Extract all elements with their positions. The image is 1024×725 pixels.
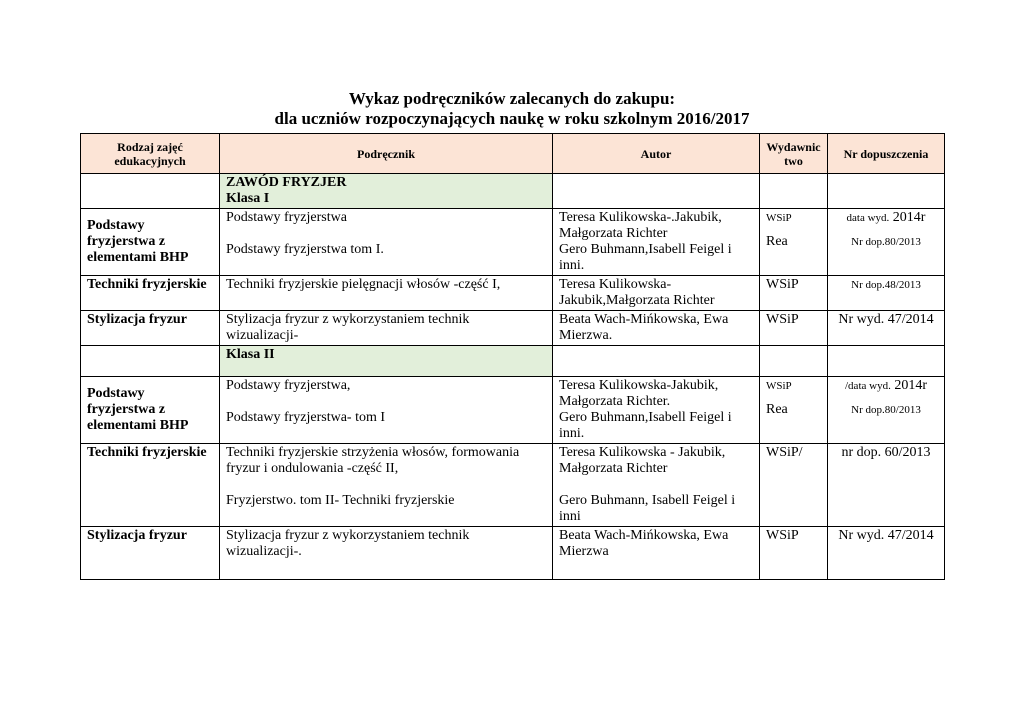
subject-line: elementami BHP [87, 418, 189, 433]
author-line: inni. [559, 426, 585, 441]
author-line: Jakubik,Małgorzata Richter [559, 293, 715, 308]
empty-cell [828, 346, 945, 377]
subject-line: Podstawy [87, 386, 145, 401]
empty-cell [81, 174, 220, 209]
book-cell [220, 444, 553, 527]
author-cell [553, 377, 760, 444]
header-wyd-l2: two [784, 153, 803, 168]
author-line: Mierzwa. [559, 328, 613, 343]
publisher-cell [760, 377, 828, 444]
book-line: Stylizacja fryzur z wykorzystaniem technik [226, 528, 470, 543]
empty-cell [553, 346, 760, 377]
author-cell [553, 311, 760, 346]
publisher: Rea [766, 402, 788, 417]
author-line: Mierzwa [559, 544, 609, 559]
document-title-line2: dla uczniów rozpoczynających naukę w roku szkolnym 2016/2017 [274, 109, 750, 128]
publisher-cell: WSiP [760, 527, 828, 580]
klasa1-label: Klasa I [226, 191, 270, 206]
book-line: Stylizacja fryzur z wykorzystaniem technik [226, 312, 470, 327]
subject-cell [81, 209, 220, 276]
subject-cell: Techniki fryzjerskie [81, 444, 220, 527]
nr-cell: nr dop. 60/2013 [828, 444, 945, 527]
author-cell [553, 444, 760, 527]
header-podrecznik: Podręcznik [220, 134, 553, 174]
book-line: wizualizacji-. [226, 544, 302, 559]
header-rodzaj-l1: Rodzaj zajęć [117, 139, 183, 154]
table-row [81, 444, 945, 527]
nr-cell [828, 377, 945, 444]
author-line: Gero Buhmann,Isabell Feigel i [559, 242, 732, 257]
author-cell [553, 209, 760, 276]
publisher: WSiP [766, 380, 792, 392]
book-cell: Techniki fryzjerskie pielęgnacji włosów -część I, [220, 276, 553, 311]
header-row [81, 134, 945, 174]
empty-cell [553, 174, 760, 209]
nr-small: /data wyd. [845, 380, 891, 392]
nr-small: data wyd. [846, 212, 890, 224]
author-cell [553, 276, 760, 311]
book-title: Podstawy fryzjerstwa [226, 210, 347, 225]
table-row [81, 276, 945, 311]
document-title-line1: Wykaz podręczników zalecanych do zakupu: [348, 89, 676, 108]
author-line: Beata Wach-Mińkowska, Ewa [559, 312, 729, 327]
subject-cell: Stylizacja fryzur [81, 527, 220, 580]
publisher-cell: WSiP/ [760, 444, 828, 527]
table-row [81, 209, 945, 276]
nr-cell [828, 209, 945, 276]
header-nr: Nr dopuszczenia [828, 134, 945, 174]
header-autor: Autor [553, 134, 760, 174]
klasa2-row [81, 346, 945, 377]
author-line: Gero Buhmann,Isabell Feigel i [559, 410, 732, 425]
textbook-table [80, 133, 945, 580]
author-line: Gero Buhmann, Isabell Feigel i [559, 493, 736, 508]
header-wyd-l1: Wydawnic [766, 139, 821, 154]
empty-cell [81, 346, 220, 377]
publisher-cell: WSiP [760, 311, 828, 346]
book-line: Fryzjerstwo. tom II- Techniki fryzjerskie [226, 493, 455, 508]
klasa2-cell: Klasa II [220, 346, 553, 377]
empty-cell [760, 174, 828, 209]
author-line: Teresa Kulikowska - Jakubik, [559, 445, 726, 460]
book-cell [220, 209, 553, 276]
book-line: fryzur i ondulowania -część II, [226, 461, 399, 476]
book-cell [220, 377, 553, 444]
publisher: Rea [766, 234, 788, 249]
klasa1-cell [220, 174, 553, 209]
author-line: Teresa Kulikowska-Jakubik, [559, 378, 719, 393]
subject-line: elementami BHP [87, 250, 189, 265]
header-rodzaj-l2: edukacyjnych [114, 153, 186, 168]
table-row [81, 377, 945, 444]
subject-line: fryzjerstwa z [87, 234, 166, 249]
klasa1-row [81, 174, 945, 209]
author-line: Beata Wach-Mińkowska, Ewa [559, 528, 729, 543]
book-cell [220, 527, 553, 580]
author-line: inni [559, 509, 581, 524]
author-line: Małgorzata Richter. [559, 394, 671, 409]
book-line: wizualizacji- [226, 328, 299, 343]
subject-cell [81, 377, 220, 444]
table-row [81, 527, 945, 580]
book-line: Techniki fryzjerskie strzyżenia włosów, formowania [226, 445, 520, 460]
author-line: inni. [559, 258, 585, 273]
nr-value: Nr dop.80/2013 [851, 404, 921, 416]
book-cell [220, 311, 553, 346]
publisher-cell: WSiP [760, 276, 828, 311]
book-title: Podstawy fryzjerstwa- tom I [226, 410, 386, 425]
table-row [81, 311, 945, 346]
author-line: Teresa Kulikowska-.Jakubik, [559, 210, 722, 225]
subject-cell: Techniki fryzjerskie [81, 276, 220, 311]
header-wydawnictwo [760, 134, 828, 174]
nr-big: 2014r [892, 210, 926, 225]
author-line: Małgorzata Richter [559, 226, 668, 241]
empty-cell [760, 346, 828, 377]
subject-cell: Stylizacja fryzur [81, 311, 220, 346]
nr-big: 2014r [894, 378, 927, 393]
author-cell [553, 527, 760, 580]
header-rodzaj [81, 134, 220, 174]
book-title: Podstawy fryzjerstwa, [226, 378, 351, 393]
book-title: Podstawy fryzjerstwa tom I. [226, 242, 384, 257]
empty-cell [828, 174, 945, 209]
zawod-label: ZAWÓD FRYZJER [226, 175, 347, 190]
subject-line: Podstawy [87, 218, 145, 233]
nr-cell: Nr wyd. 47/2014 [828, 527, 945, 580]
nr-value: Nr dop.80/2013 [851, 236, 921, 248]
nr-cell: Nr dop.48/2013 [828, 276, 945, 311]
nr-cell: Nr wyd. 47/2014 [828, 311, 945, 346]
author-line: Małgorzata Richter [559, 461, 668, 476]
subject-line: fryzjerstwa z [87, 402, 166, 417]
publisher: WSiP [766, 212, 792, 224]
author-line: Teresa Kulikowska- [559, 277, 672, 292]
publisher-cell [760, 209, 828, 276]
